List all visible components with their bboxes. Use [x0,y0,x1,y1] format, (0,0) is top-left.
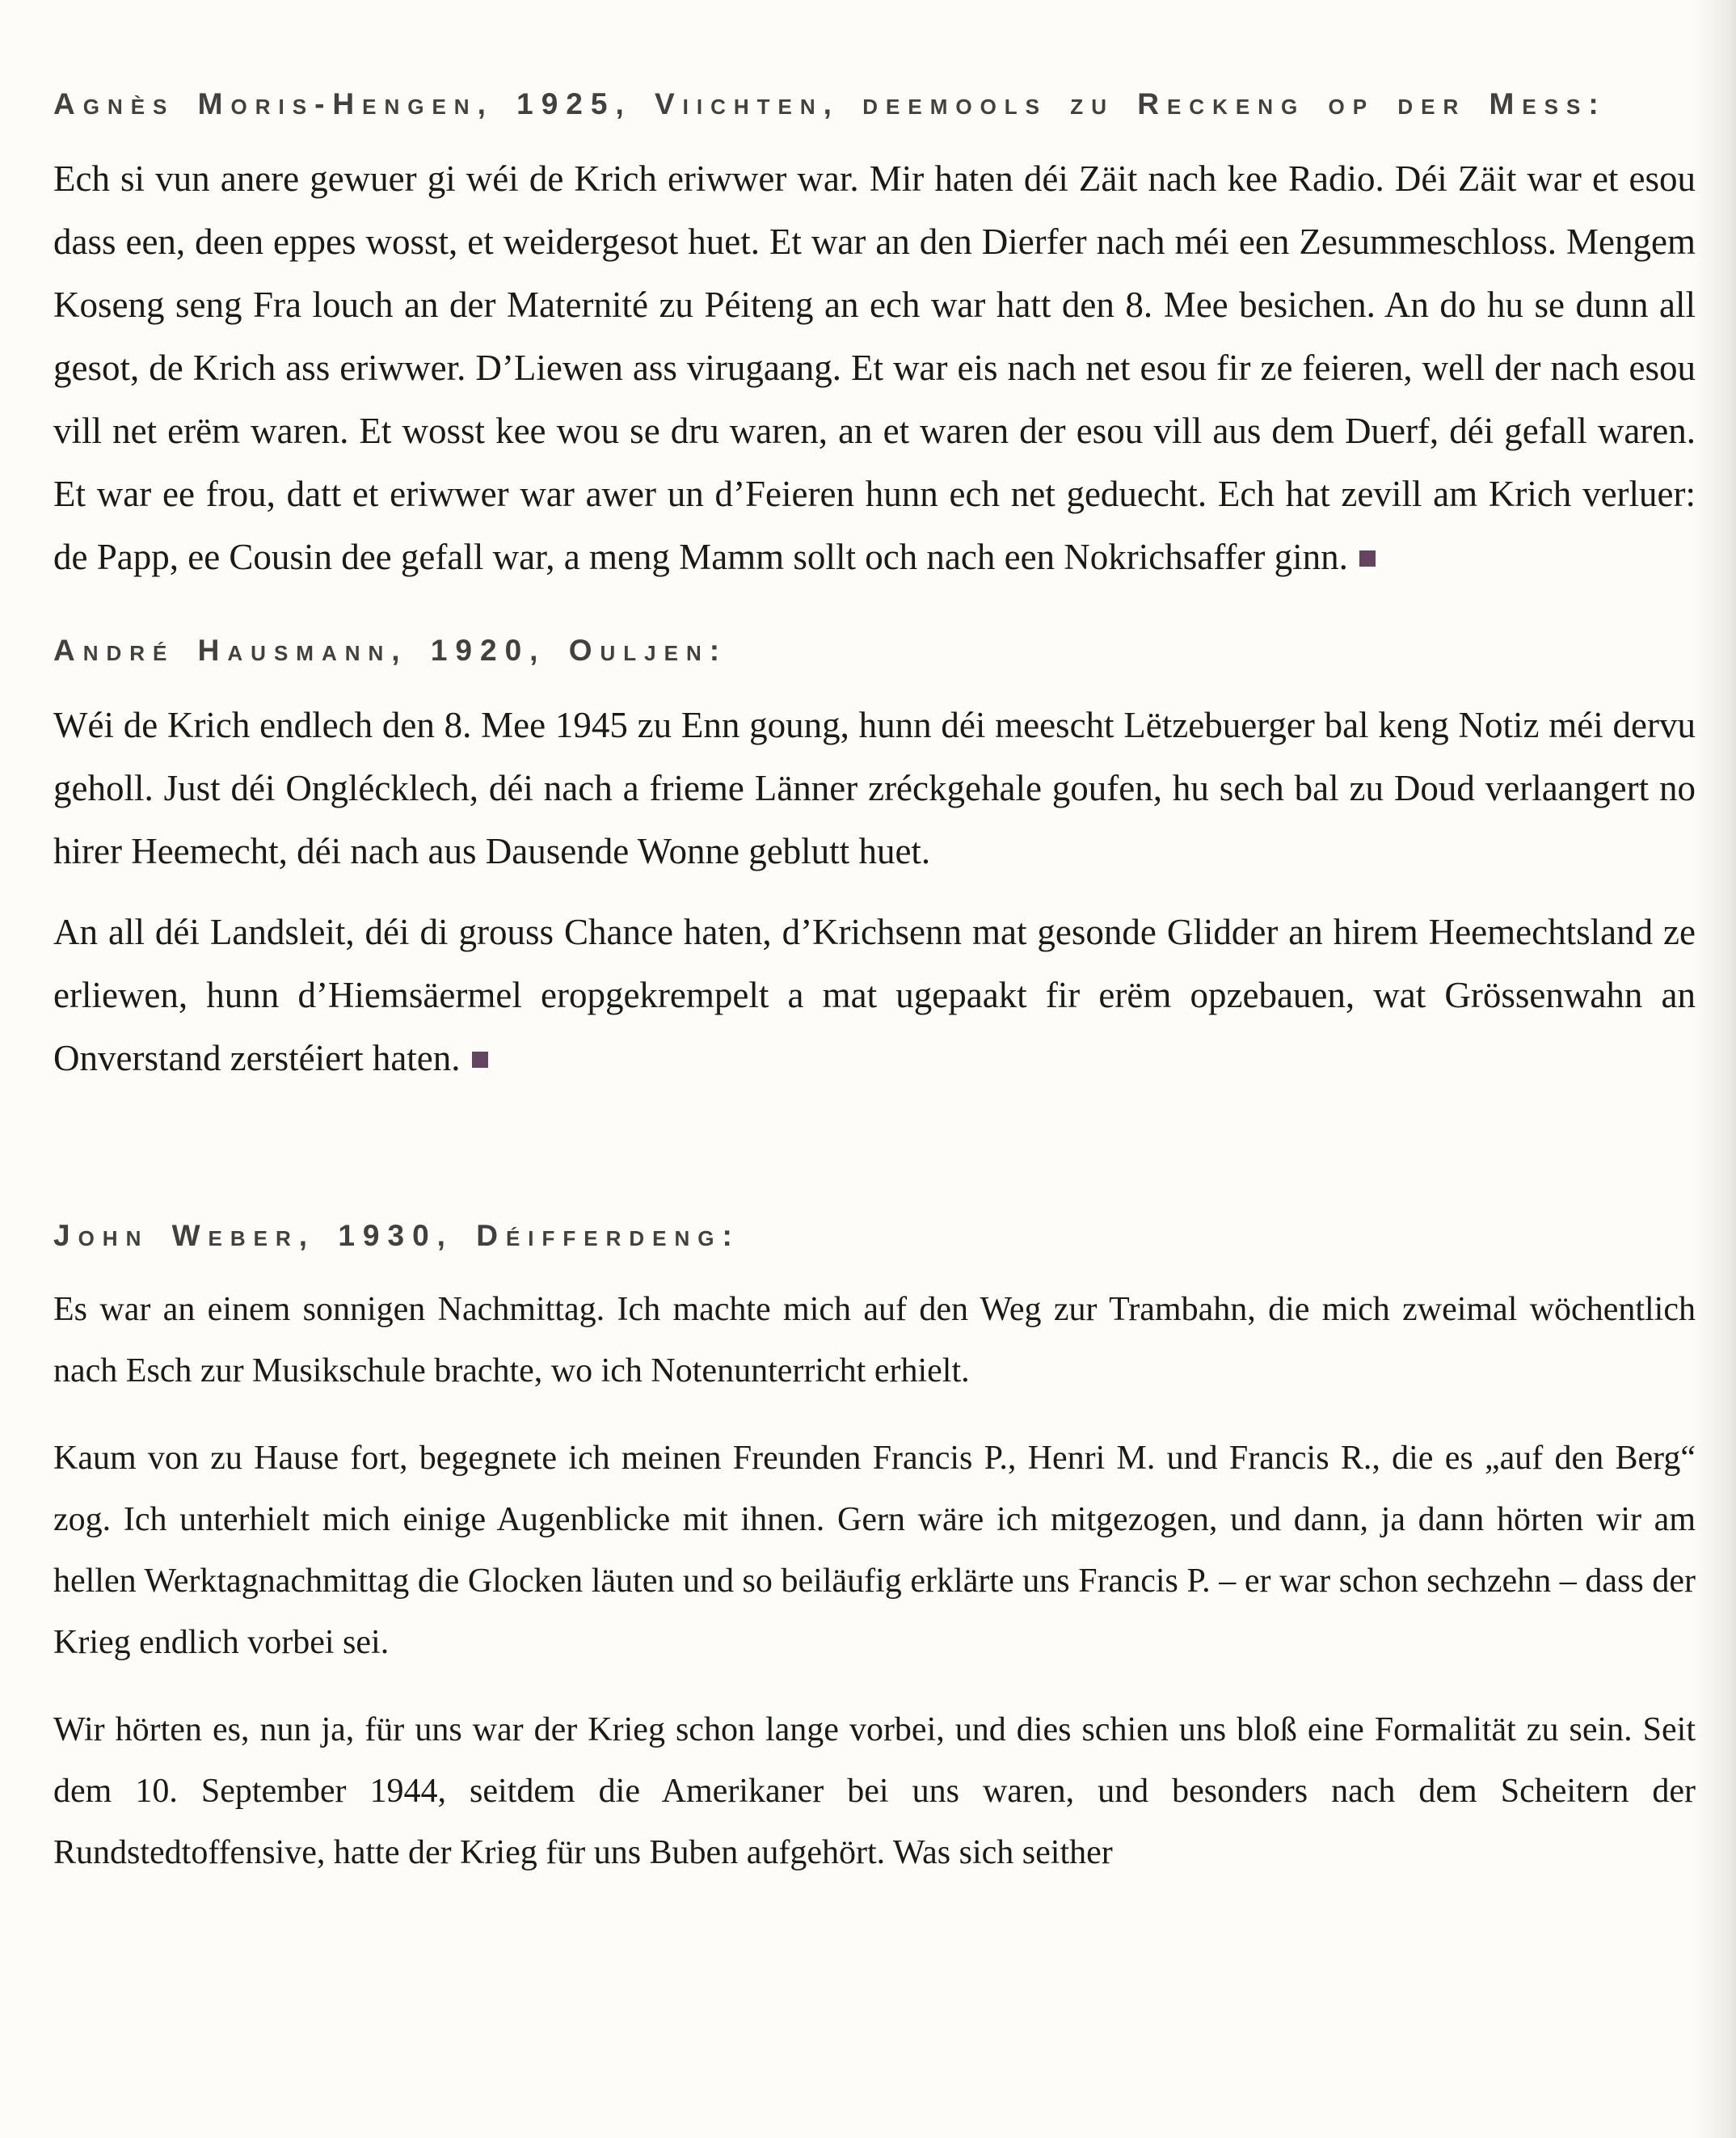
testimony-section-andre-hausmann [53,621,1696,1090]
paragraph-text: An all déi Landsleit, déi di grouss Chance haten, d’Krichsenn mat gesonde Glidder an hirem Heemechtsland ze erliewen, hunn d’Hiemsäermel eropgekrempelt a mat ugepaakt fir erëm opzebauen, wat Grössenwahn an Onverstand zerstéiert haten. [53,912,1696,1078]
testimony-paragraph [53,900,1696,1090]
testimony-paragraph [53,147,1696,588]
section-heading: André Hausmann, 1920, Ouljen: [53,634,728,667]
testimony-paragraph [53,1699,1696,1883]
section-heading: John Weber, 1930, Déifferdeng: [53,1219,740,1252]
paragraph-text: Ech si vun anere gewuer gi wéi de Krich eriwwer war. Mir haten déi Zäit nach kee Radio. Déi Zäit war et esou dass een, deen eppes wosst, et weidergesot huet. Et war an den Dierfer nach méi een Zesummeschloss. Mengem Koseng seng Fra louch an der Maternité zu Péiteng an ech war hatt den 8. Mee besichen. An do hu se dunn all gesot, de Krich ass eriwwer. D’Liewen ass virugaang. Et war eis nach net esou fir ze feieren, well der nach esou vill net erëm waren. Et wosst kee wou se dru waren, an et waren der esou vill aus dem Duerf, déi gefall waren. Et war ee frou, datt et eriwwer war awer un d’Feieren hunn ech net geduecht. Ech hat zevill am Krich verluer: de Papp, ee Cousin dee gefall war, a meng Mamm sollt och nach een Nokrichsaffer ginn. [53,158,1696,577]
testimony-section-john-weber [53,1206,1696,1883]
section-heading: Agnès Moris-Hengen, 1925, Viichten, deemools zu Reckeng op der Mess: [53,87,1607,120]
paragraph-text: Wir hörten es, nun ja, für uns war der Krieg schon lange vorbei, und dies schien uns bloß eine Formalität zu sein. Seit dem 10. September 1944, seitdem die Amerikaner bei uns waren, und besonders nach dem Scheitern der Rundstedtoffensive, hatte der Krieg für uns Buben aufgehört. Was sich seither [53,1711,1696,1871]
paragraph-text: Es war an einem sonnigen Nachmittag. Ich machte mich auf den Weg zur Trambahn, die mich zweimal wöchentlich nach Esch zur Musikschule brachte, wo ich Notenunterricht erhielt. [53,1291,1696,1389]
end-marker-square [1359,550,1376,567]
testimony-paragraph [53,694,1696,883]
end-marker-square [472,1052,488,1068]
testimony-paragraph [53,1427,1696,1673]
testimony-paragraph [53,1279,1696,1402]
paragraph-text: Wéi de Krich endlech den 8. Mee 1945 zu Enn goung, hunn déi meescht Lëtzebuerger bal keng Notiz méi dervu geholl. Just déi Onglécklech, déi nach a frieme Länner zréckgehale goufen, hu sech bal zu Doud verlaangert no hirer Heemecht, déi nach aus Dausende Wonne geblutt huet. [53,705,1696,871]
paragraph-text: Kaum von zu Hause fort, begegnete ich meinen Freunden Francis P., Henri M. und Francis R., die es „auf den Berg“ zog. Ich unterhielt mich einige Augenblicke mit ihnen. Gern wäre ich mitgezogen, und dann, ja dann hörten wir am hellen Werktagnachmittag die Glocken läuten und so beiläufig erklärte uns Francis P. – er war schon sechzehn – dass der Krieg endlich vorbei sei. [53,1440,1696,1661]
testimony-section-agnes-moris-hengen [53,74,1696,588]
